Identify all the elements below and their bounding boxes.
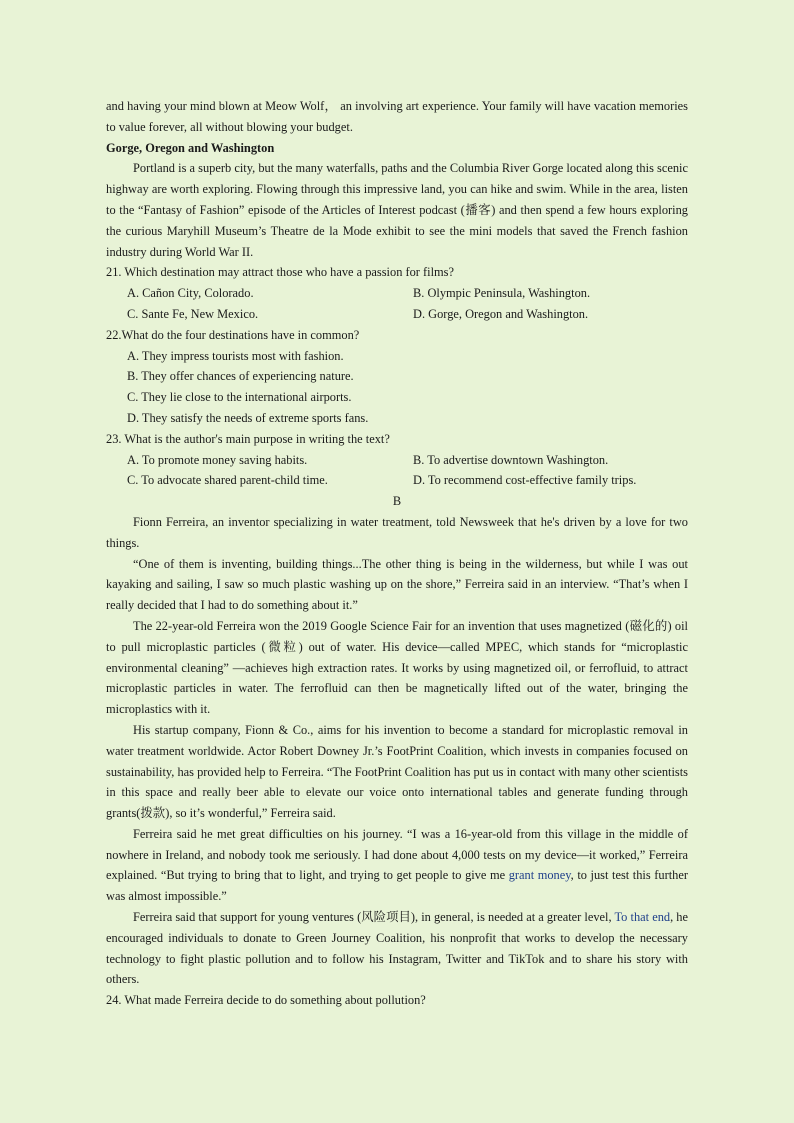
passage-b-paragraph-3: The 22-year-old Ferreira won the 2019 Google Science Fair for an invention that uses magnetized (磁化的) oil to pull microplastic particles (微粒) out of water. His device—called MPEC, which stands for “microplastic environmental cleaning” —achieves high extraction rates. It works by using magnetized oil, or ferrofluid, to attract microplastic particles in water. The ferrofluid can then be magnetically lifted out of the water, bringing the microplastics with it. [106,618,688,717]
option-21-c: C. Sante Fe, New Mexico. [127,306,259,321]
section-label-b: B [392,494,402,509]
passage-b-paragraph-2: “One of them is inventing, building things...The other thing is being in the wilderness, but while I was out kayaking and sailing, I saw so much plastic washing up on the shore,” Ferreira said in an interview. “That’s when I really decided that I had to do something about it.” [106,556,688,613]
option-23-a: A. To promote money saving habits. [127,452,308,467]
option-21-d: D. Gorge, Oregon and Washington. [413,306,589,321]
highlight-grant-money: grant money [508,868,571,883]
section-heading-gorge: Gorge, Oregon and Washington [106,140,275,155]
question-22-options [106,346,688,429]
option-22-c: C. They lie close to the international airports. [127,390,352,405]
intro-paragraph: and having your mind blown at Meow Wolf， an involving art experience. Your family will have vacation memories to value forever, all without blowing your budget. [106,99,688,134]
passage-b-paragraph-1: Fionn Ferreira, an inventor specializing in water treatment, told Newsweek that he's driven by a love for two things. [106,514,688,550]
option-23-d: D. To recommend cost-effective family trips. [413,473,637,488]
option-21-a: A. Cañon City, Colorado. [127,286,254,301]
option-21-b: B. Olympic Peninsula, Washington. [413,286,591,301]
paragraph-6-text-after: , he encouraged individuals to donate to Green Journey Coalition, his nonprofit that works to develop the necessary technology to fight plastic pollution and to follow his Instagram, Twitter and TikTok and to share his story with others. [106,910,689,987]
question-21: 21. Which destination may attract those who have a passion for films? [106,265,454,280]
paragraph-6-text-before: Ferreira said that support for young ventures (风险项目), in general, is needed at a greater level, [133,910,615,925]
paragraph-5-text-after: , to just test this further was almost impossible.” [106,868,688,904]
highlight-to-that-end: To that end [614,910,671,925]
option-23-b: B. To advertise downtown Washington. [413,452,609,467]
option-23-c: C. To advocate shared parent-child time. [127,473,328,488]
gorge-paragraph: Portland is a superb city, but the many waterfalls, paths and the Columbia River Gorge located along this scenic highway are worth exploring. Flowing through this impressive land, you can hike and swim. While in the area, listen to the “Fantasy of Fashion” episode of the Articles of Interest podcast (播客) and then spend a few hours exploring the curious Maryhill Museum’s Theatre de la Mode exhibit to see the mini models that saved the French fashion industry during World War II. [106,161,688,259]
option-22-d: D. They satisfy the needs of extreme sports fans. [127,410,369,425]
question-22: 22.What do the four destinations have in common? [106,327,360,342]
question-23: 23. What is the author's main purpose in writing the text? [106,431,390,446]
question-21-options [106,283,688,325]
page-content [106,96,688,1011]
passage-b-paragraph-4: His startup company, Fionn & Co., aims for his invention to become a standard for microplastic removal in water treatment worldwide. Actor Robert Downey Jr.’s FootPrint Coalition, which invests in companies focused on sustainability, has provided help to Ferreira. “The FootPrint Coalition has put us in contact with many other scientists in this space and really beer able to elevate our voice onto international tables and generate funding through grants(拨款), so it’s wonderful,” Ferreira said. [106,722,688,821]
option-22-b: B. They offer chances of experiencing nature. [127,369,354,384]
question-23-options [106,450,688,492]
paragraph-5-text-before: Ferreira said he met great difficulties on his journey. “I was a 16-year-old from this village in the middle of nowhere in Ireland, and nobody took me seriously. I had done about 4,000 tests on my device—it worked,” Ferreira explained. “But trying to bring that to light, and trying to get people to give me [106,826,688,883]
passage-b-paragraph-5 [106,824,688,907]
question-24: 24. What made Ferreira decide to do something about pollution? [106,993,426,1008]
option-22-a: A. They impress tourists most with fashion. [127,348,344,363]
passage-b-paragraph-6 [106,907,688,990]
